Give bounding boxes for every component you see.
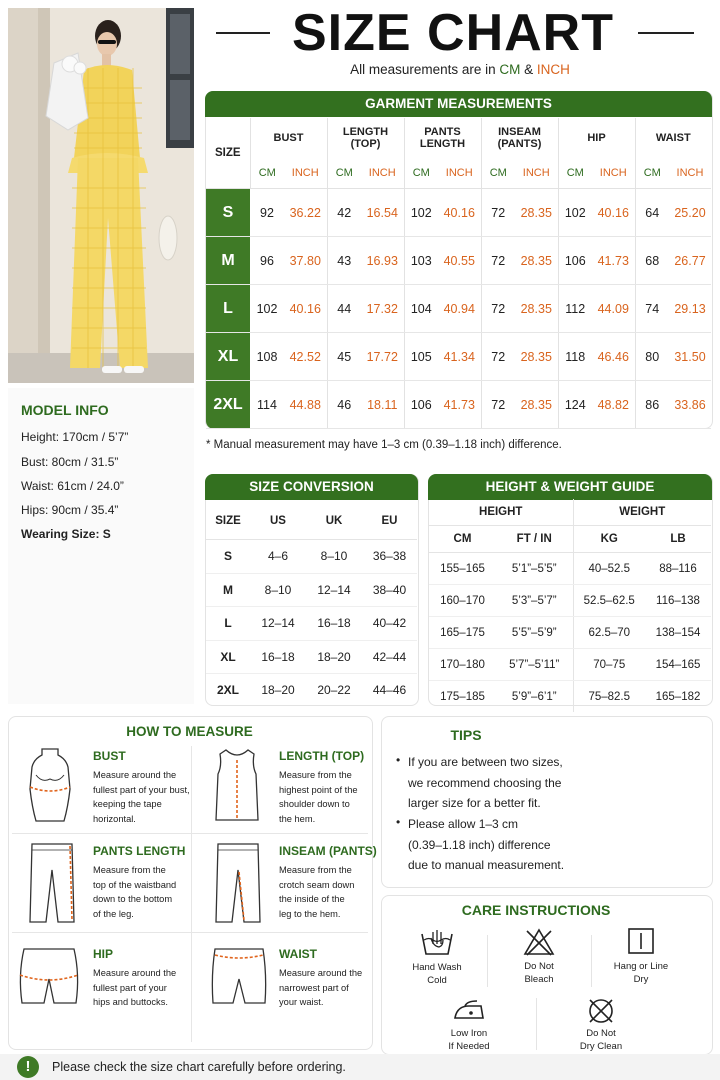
value-cell: 40.16 [438,189,481,237]
hw-ftin: 5’1”–5’5” [496,553,573,585]
value-cell: 25.20 [669,189,711,237]
bust-diagram-icon [22,745,78,825]
conversion-table [206,503,417,707]
hw-col-ftin: FT / IN [496,526,573,553]
hw-col-lb: LB [645,526,711,553]
length-top-title: LENGTH (TOP) [279,749,365,763]
value-cell: 80 [635,333,669,381]
hw-table [429,499,711,712]
col-inseam: INSEAM (PANTS) [481,118,558,158]
value-cell: 118 [558,333,592,381]
col-waist: WAIST [655,132,691,144]
conv-uk: 8–10 [306,540,362,574]
model-waist: Waist: 61cm / 24.0” [21,479,124,493]
tip-bullet: • [396,815,401,829]
value-cell: 72 [481,381,515,429]
conv-uk: 20–22 [317,683,351,698]
value-cell: 86 [635,381,669,429]
conv-us: 12–14 [250,607,306,641]
model-info-title: MODEL INFO [21,402,109,418]
value-cell: 37.80 [284,237,327,285]
hw-kg: 62.5–70 [573,617,645,649]
no-dry-clean-icon [587,997,615,1025]
value-cell: 42.52 [284,333,327,381]
value-cell: 28.35 [515,285,558,333]
conv-us: 18–20 [261,683,295,698]
conv-us: 16–18 [250,640,306,674]
inseam-diagram-icon [212,840,264,926]
value-cell: 28.35 [515,189,558,237]
measure-divider-h1 [12,833,368,834]
value-cell: 31.50 [669,333,711,381]
value-cell: 106 [558,237,592,285]
hw-weight-header: WEIGHT [573,499,711,526]
conv-eu: 36–38 [362,540,417,574]
col-length-top: LENGTH (TOP) [327,118,404,158]
table-row [206,573,417,607]
value-cell: 92 [250,189,284,237]
value-cell: 40.55 [438,237,481,285]
value-cell: 26.77 [669,237,711,285]
how-to-measure-title: HOW TO MEASURE [126,724,253,739]
tips-title: TIPS [450,727,482,743]
subtitle-inch: INCH [536,62,570,77]
size-cell: L [206,285,250,333]
care-title: CARE INSTRUCTIONS [461,902,611,918]
value-cell: 108 [250,333,284,381]
col-pants-length: PANTS LENGTH [404,118,481,158]
size-cell: M [206,237,250,285]
table-row [429,553,711,585]
unit-cm: CM [404,158,438,189]
unit-inch: INCH [361,158,404,189]
waist-diagram-icon [209,945,269,1009]
low-iron-label: Low Iron If Needed [448,1028,490,1052]
size-header: SIZE [206,118,250,189]
value-cell: 28.35 [515,237,558,285]
hw-kg: 75–82.5 [588,690,631,703]
table-row [206,381,711,429]
subtitle-amp: & [520,62,537,77]
hw-ftin: 5’7”–5’11” [496,649,573,681]
table-row [206,540,417,574]
unit-inch: INCH [438,158,481,189]
measurement-note: * Manual measurement may have 1–3 cm (0.39–1.18 inch) difference. [206,439,562,451]
value-cell: 64 [635,189,669,237]
title-rule-left [216,32,270,34]
conv-size: M [206,573,250,607]
table-row [429,649,711,681]
value-cell: 45 [327,333,361,381]
value-cell: 41.34 [438,333,481,381]
hw-cm: 160–170 [429,585,496,617]
no-bleach-icon [523,927,555,957]
conv-eu: 42–44 [362,640,417,674]
hw-ftin: 5’5”–5’9” [496,617,573,649]
conv-eu: 38–40 [362,573,417,607]
exclamation-icon: ! [17,1056,39,1078]
conv-size: L [206,607,250,641]
hw-ftin: 5’3”–5’7” [496,585,573,617]
line-dry-icon [627,927,655,955]
length-top-diagram-icon [212,746,262,826]
value-cell: 105 [404,333,438,381]
table-row [206,237,711,285]
value-cell: 44.09 [592,285,635,333]
care-divider [591,935,592,987]
size-cell: 2XL [206,381,250,429]
hw-kg: 70–75 [573,649,645,681]
hw-height-header: HEIGHT [429,499,573,526]
hw-kg: 40–52.5 [573,553,645,585]
unit-cm: CM [635,158,669,189]
inseam-title: INSEAM (PANTS) [279,844,377,858]
hw-col-kg: KG [573,526,645,553]
subtitle-prefix: All measurements are in [350,62,500,77]
no-dry-clean-label: Do Not Dry Clean [579,1028,623,1052]
unit-cm: CM [481,158,515,189]
hand-wash-icon [419,928,455,958]
value-cell: 16.93 [361,237,404,285]
value-cell: 18.11 [361,381,404,429]
bust-title: BUST [93,749,126,763]
table-row [206,285,711,333]
conv-col-size: SIZE [206,503,250,540]
conversion-header: SIZE CONVERSION [205,474,418,500]
conv-eu: 44–46 [372,683,407,698]
value-cell: 72 [481,189,515,237]
table-row [429,681,711,713]
conv-size: S [206,540,250,574]
bust-text: Measure around the fullest part of your bust, keeping the tape horizontal. [93,770,190,824]
value-cell: 44 [327,285,361,333]
col-hip: HIP [558,118,635,158]
line-dry-label: Hang or Line Dry [613,961,669,985]
hw-cm: 175–185 [440,690,485,703]
table-row [429,585,711,617]
unit-inch: INCH [515,158,558,189]
value-cell: 102 [404,189,438,237]
value-cell: 40.16 [284,285,327,333]
value-cell: 28.35 [515,333,558,381]
hw-lb: 88–116 [645,553,711,585]
hw-lb: 138–154 [645,617,711,649]
conv-uk: 18–20 [306,640,362,674]
waist-title: WAIST [279,947,317,961]
hand-wash-label: Hand Wash Cold [412,962,462,986]
hw-ftin: 5’9”–6’1” [496,681,573,713]
hip-text: Measure around the fullest part of your hips and buttocks. [93,968,177,1007]
unit-inch: INCH [669,158,711,189]
conv-eu: 40–42 [362,607,417,641]
value-cell: 72 [481,237,515,285]
unit-cm: CM [250,158,284,189]
value-cell: 114 [250,381,284,429]
subtitle-cm: CM [499,62,521,77]
conv-uk: 16–18 [306,607,362,641]
table-row [206,640,417,674]
tip-bullet: • [396,753,401,767]
hw-cm: 165–175 [429,617,496,649]
value-cell: 102 [558,189,592,237]
model-bust: Bust: 80cm / 31.5” [21,455,119,469]
hw-lb: 154–165 [645,649,711,681]
value-cell: 96 [250,237,284,285]
value-cell: 40.94 [438,285,481,333]
unit-inch: INCH [592,158,635,189]
unit-inch: INCH [284,158,327,189]
footer-text: Please check the size chart carefully before ordering. [52,1060,346,1074]
conv-uk: 12–14 [306,573,362,607]
page-title: SIZE CHART [292,4,614,62]
value-cell: 124 [558,381,592,429]
size-cell: XL [206,333,250,381]
value-cell: 41.73 [592,237,635,285]
value-cell: 46.46 [592,333,635,381]
value-cell: 44.88 [284,381,327,429]
value-cell: 16.54 [361,189,404,237]
model-height: Height: 170cm / 5’7” [21,430,129,444]
value-cell: 43 [327,237,361,285]
value-cell: 104 [404,285,438,333]
hw-kg: 52.5–62.5 [573,585,645,617]
value-cell: 29.13 [669,285,711,333]
measure-divider-v [191,746,192,1042]
waist-text: Measure around the narrowest part of your waist. [279,968,363,1007]
value-cell: 112 [558,285,592,333]
no-bleach-label: Do Not Bleach [524,961,554,985]
value-cell: 68 [635,237,669,285]
conv-col-uk: UK [306,503,362,540]
value-cell: 102 [250,285,284,333]
conv-col-us: US [250,503,306,540]
value-cell: 74 [635,285,669,333]
conv-size: 2XL [216,683,239,698]
value-cell: 46 [327,381,361,429]
garment-table [206,118,711,429]
hw-lb: 116–138 [645,585,711,617]
table-row [206,333,711,381]
value-cell: 72 [481,333,515,381]
care-divider [487,935,488,987]
value-cell: 41.73 [438,381,481,429]
hw-lb: 165–182 [655,690,701,703]
value-cell: 103 [404,237,438,285]
table-row [429,617,711,649]
unit-cm: CM [327,158,361,189]
value-cell: 28.35 [515,381,558,429]
hw-cm: 170–180 [429,649,496,681]
value-cell: 72 [481,285,515,333]
size-cell: S [206,189,250,237]
unit-cm: CM [558,158,592,189]
pants-length-title: PANTS LENGTH [93,844,186,858]
hw-cm: 155–165 [429,553,496,585]
tip-item: If you are between two sizes, we recommend choosing the larger size for a better fit. [408,755,563,810]
conv-col-eu: EU [362,503,417,540]
hip-diagram-icon [16,945,82,1009]
pants-length-text: Measure from the top of the waistband down to the bottom of the leg. [93,865,177,919]
table-row [206,674,417,707]
value-cell: 42 [327,189,361,237]
garment-header: GARMENT MEASUREMENTS [205,91,712,117]
inseam-text: Measure from the crotch seam down the inside of the leg to the hem. [279,865,355,919]
pants-length-diagram-icon [26,840,78,926]
model-photo [8,8,194,383]
length-top-text: Measure from the highest point of the shoulder down to the hem. [279,770,358,824]
value-cell: 17.32 [361,285,404,333]
value-cell: 33.86 [669,381,711,429]
table-row [206,607,417,641]
model-photo-illustration [8,8,194,383]
care-divider [536,998,537,1050]
table-row [206,189,711,237]
conv-size: XL [206,640,250,674]
low-iron-icon [451,998,487,1022]
conv-us: 8–10 [250,573,306,607]
model-wearing-size: Wearing Size: S [21,527,111,541]
unit-row [206,158,711,189]
hw-col-cm: CM [429,526,496,553]
value-cell: 48.82 [592,381,635,429]
hip-title: HIP [93,947,114,961]
hw-header: HEIGHT & WEIGHT GUIDE [428,474,712,500]
subtitle [210,62,710,77]
tip-item: Please allow 1–3 cm (0.39–1.18 inch) difference due to manual measurement. [408,817,565,872]
measure-divider-h2 [12,932,368,933]
value-cell: 17.72 [361,333,404,381]
col-bust: BUST [250,118,327,158]
value-cell: 40.16 [592,189,635,237]
conv-us: 4–6 [250,540,306,574]
title-rule-right [638,32,694,34]
model-hips: Hips: 90cm / 35.4” [21,503,119,517]
value-cell: 106 [404,381,438,429]
value-cell: 36.22 [284,189,327,237]
